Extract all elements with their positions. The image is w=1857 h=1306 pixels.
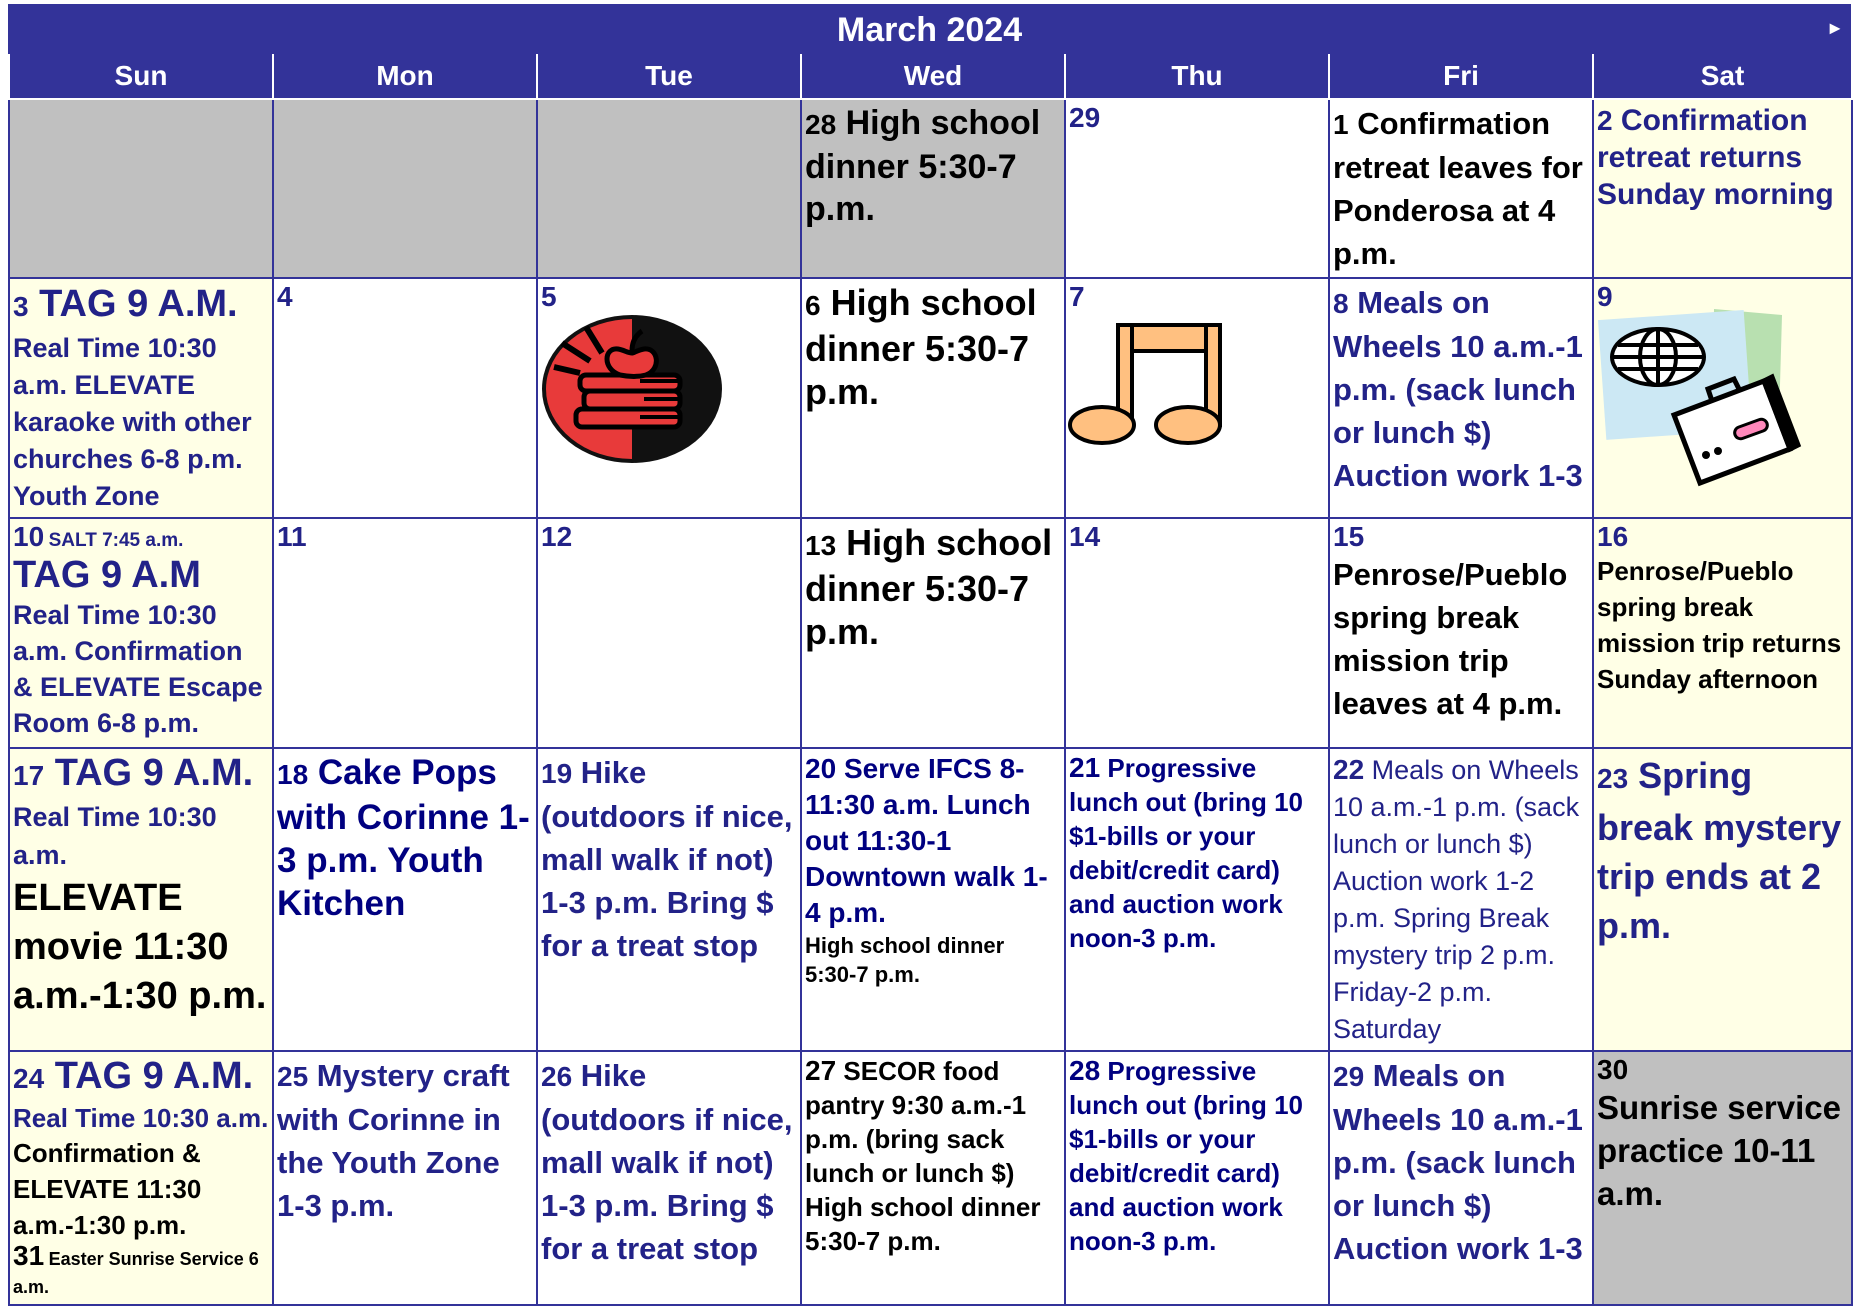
day-number: 2 [1597, 105, 1613, 136]
weekday-mon: Mon [273, 54, 537, 99]
day-event: TAG 9 A.M [13, 554, 201, 596]
day-event: High school dinner 5:30-7 p.m. [805, 933, 1005, 987]
day-number: 17 [13, 760, 45, 791]
day-cell-3[interactable] [9, 278, 273, 518]
day-cell-27[interactable] [801, 1051, 1065, 1305]
day-cell-2[interactable] [1593, 99, 1852, 278]
day-event: TAG 9 A.M. [39, 283, 238, 325]
weekday-thu: Thu [1065, 54, 1329, 99]
day-number-31: 31 [13, 1240, 45, 1271]
day-event: Sunrise service practice 10-11 a.m. [1597, 1089, 1841, 1212]
day-number: 16 [1597, 521, 1629, 552]
day-cell-11[interactable] [273, 518, 537, 748]
empty-day-cell [273, 99, 537, 278]
empty-day-cell [537, 99, 801, 278]
day-number: 25 [277, 1061, 309, 1092]
day-cell-feb-29[interactable] [1065, 99, 1329, 278]
day-number: 5 [541, 281, 557, 312]
day-event: Real Time 10:30 a.m. [13, 1103, 269, 1133]
day-cell-8[interactable] [1329, 278, 1593, 518]
day-cell-24[interactable] [9, 1051, 273, 1305]
day-cell-6[interactable] [801, 278, 1065, 518]
day-cell-22[interactable] [1329, 748, 1593, 1051]
day-number: 26 [541, 1061, 573, 1092]
week-row [9, 748, 1852, 1051]
day-number: 6 [805, 290, 821, 321]
day-cell-19[interactable] [537, 748, 801, 1051]
day-number: 7 [1069, 281, 1085, 312]
calendar-grid [8, 54, 1853, 1306]
day-number: 23 [1597, 763, 1629, 794]
day-number: 4 [277, 281, 293, 312]
day-number: 22 [1333, 754, 1365, 785]
day-cell-7[interactable] [1065, 278, 1329, 518]
day-number: 28 [1069, 1055, 1101, 1086]
day-cell-29[interactable] [1329, 1051, 1593, 1305]
day-number: 27 [805, 1055, 837, 1086]
day-event: Spring break mystery trip ends at 2 p.m. [1597, 755, 1842, 946]
day-number: 15 [1333, 521, 1365, 552]
day-cell-13[interactable] [801, 518, 1065, 748]
day-cell-21[interactable] [1065, 748, 1329, 1051]
week-row [9, 518, 1852, 748]
day-cell-12[interactable] [537, 518, 801, 748]
next-month-arrow-icon[interactable]: ► [1826, 18, 1844, 38]
day-cell-25[interactable] [273, 1051, 537, 1305]
day-event: High school dinner 5:30-7 p.m. [805, 282, 1037, 412]
weekday-wed: Wed [801, 54, 1065, 99]
day-event: Real Time 10:30 a.m. Confirmation & ELEVATE Escape Room 6-8 p.m. [13, 600, 263, 738]
weekday-header-row [9, 54, 1852, 99]
day-number: 13 [805, 530, 837, 561]
day-number: 18 [277, 759, 309, 790]
day-event: Cake Pops with Corinne 1-3 p.m. Youth Kitchen [277, 753, 530, 923]
travel-globe-suitcase-icon [1594, 305, 1852, 490]
calendar [8, 4, 1851, 1306]
day-cell-15[interactable] [1329, 518, 1593, 748]
day-event: Penrose/Pueblo spring break mission trip returns Sunday afternoon [1597, 556, 1842, 694]
day-event: Confirmation retreat leaves for Ponderosa at 4 p.m. [1333, 106, 1583, 271]
day-cell-28[interactable] [1065, 1051, 1329, 1305]
day-event: Real Time 10:30 a.m. [13, 802, 217, 870]
day-cell-30[interactable] [1593, 1051, 1852, 1305]
day-event: High school dinner 5:30-7 p.m. [805, 104, 1041, 228]
day-cell-1[interactable] [1329, 99, 1593, 278]
day-number: 11 [277, 521, 307, 552]
weekday-sun: Sun [9, 54, 273, 99]
day-event: (outdoors if nice, mall walk if not) 1-3 p.m. Bring $ for a treat stop [541, 799, 793, 963]
day-event: Meals on Wheels 10 a.m.-1 p.m. (sack lunch or lunch $) Auction work 1-2 p.m. Spring Break mystery trip 2 p.m. Friday-2 p.m. Saturday [1333, 755, 1580, 1044]
day-event: Confirmation & ELEVATE 11:30 a.m.-1:30 p.m. [13, 1138, 202, 1240]
day-event: Hike [580, 1058, 647, 1093]
day-number: 8 [1333, 288, 1349, 319]
day-cell-4[interactable] [273, 278, 537, 518]
empty-day-cell [9, 99, 273, 278]
day-event: Confirmation retreat returns Sunday morning [1597, 104, 1834, 211]
day-event: Penrose/Pueblo spring break mission trip leaves at 4 p.m. [1333, 557, 1568, 721]
day-event: (outdoors if nice, mall walk if not) 1-3 p.m. Bring $ for a treat stop [541, 1102, 793, 1266]
day-event: SALT 7:45 a.m. [48, 530, 184, 551]
day-cell-20[interactable] [801, 748, 1065, 1051]
day-number: 9 [1597, 281, 1613, 312]
day-cell-feb-28[interactable] [801, 99, 1065, 278]
day-event: Meals on Wheels 10 a.m.-1 p.m. (sack lunch or lunch $) Auction work 1-3 [1333, 285, 1583, 493]
day-number: 3 [13, 291, 29, 322]
day-event: TAG 9 A.M. [54, 1055, 254, 1097]
music-note-icon [1068, 313, 1228, 449]
day-number: 24 [13, 1063, 45, 1094]
day-event: Progressive lunch out (bring 10 $1-bills or your debit/credit card) and auction work noon-3 p.m. [1069, 1056, 1303, 1256]
day-event: ELEVATE movie 11:30 a.m.-1:30 p.m. [13, 877, 267, 1017]
day-cell-16[interactable] [1593, 518, 1852, 748]
calendar-title-bar [8, 4, 1851, 54]
day-number: 21 [1069, 752, 1101, 783]
day-number: 10 [13, 521, 45, 552]
day-number: 29 [1333, 1061, 1365, 1092]
day-number: 19 [541, 758, 573, 789]
school-books-apple-icon [540, 313, 724, 465]
day-number: 20 [805, 753, 837, 784]
day-cell-17[interactable] [9, 748, 273, 1051]
day-event: Progressive lunch out (bring 10 $1-bills or your debit/credit card) and auction work noon-3 p.m. [1069, 753, 1303, 953]
day-event: Real Time 10:30 a.m. ELEVATE karaoke with other churches 6-8 p.m. Youth Zone [13, 333, 252, 511]
day-cell-26[interactable] [537, 1051, 801, 1305]
day-cell-23[interactable] [1593, 748, 1852, 1051]
day-event: SECOR food pantry 9:30 a.m.-1 p.m. (bring sack lunch or lunch $) High school dinner 5:30-7 p.m. [805, 1056, 1041, 1256]
day-event: TAG 9 A.M. [54, 752, 254, 794]
weekday-fri: Fri [1329, 54, 1593, 99]
month-title: March 2024 [836, 11, 1023, 49]
day-number: 14 [1069, 521, 1101, 552]
day-cell-14[interactable] [1065, 518, 1329, 748]
week-row [9, 1051, 1852, 1305]
day-number: 12 [541, 521, 573, 552]
day-cell-10[interactable] [9, 518, 273, 748]
day-number: 29 [1069, 102, 1101, 133]
weekday-tue: Tue [537, 54, 801, 99]
day-event: Meals on Wheels 10 a.m.-1 p.m. (sack lunch or lunch $) Auction work 1-3 [1333, 1058, 1583, 1266]
week-row [9, 99, 1852, 278]
day-event: Serve IFCS 8-11:30 a.m. Lunch out 11:30-1 Downtown walk 1-4 p.m. [805, 753, 1048, 928]
weekday-sat: Sat [1593, 54, 1852, 99]
day-number: 28 [805, 109, 837, 140]
day-cell-9[interactable] [1593, 278, 1852, 518]
day-cell-5[interactable] [537, 278, 801, 518]
day-cell-18[interactable] [273, 748, 537, 1051]
day-number: 1 [1333, 109, 1349, 140]
day-event: Hike [580, 755, 647, 790]
day-event: Mystery craft with Corinne in the Youth Zone 1-3 p.m. [277, 1058, 510, 1223]
week-row [9, 278, 1852, 518]
day-number: 30 [1597, 1054, 1629, 1085]
day-event: Easter Sunrise Service 6 a.m. [13, 1249, 259, 1297]
day-event: High school dinner 5:30-7 p.m. [805, 522, 1053, 652]
